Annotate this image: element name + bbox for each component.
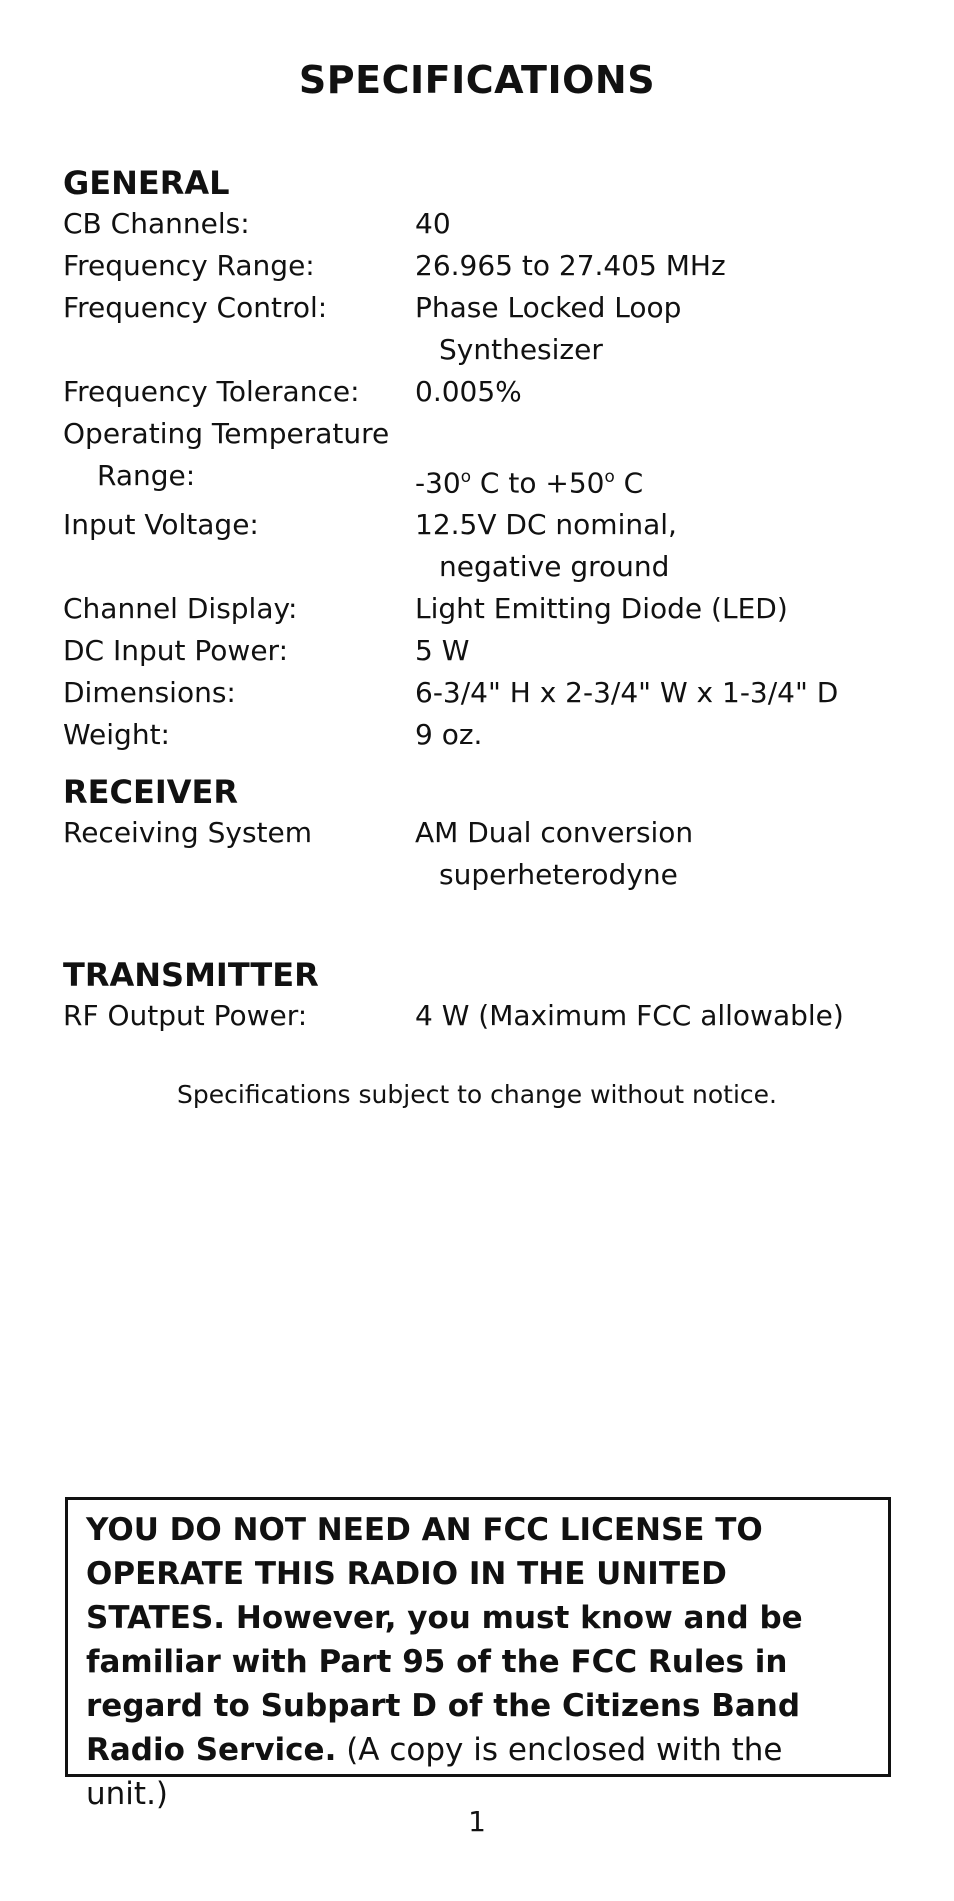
spec-label-line2: Range:	[97, 459, 196, 492]
page-number: 1	[468, 1805, 486, 1838]
temp-unit: C	[614, 466, 644, 500]
receiver-heading: RECEIVER	[63, 773, 239, 811]
spec-label-line1: Operating Temperature	[63, 417, 390, 450]
spec-row-dc-input-power	[63, 630, 903, 672]
spec-value: 6-3/4" H x 2-3/4" W x 1-3/4" D	[415, 676, 839, 710]
spec-row-channel-display	[63, 588, 903, 630]
spec-value-line1: Phase Locked Loop	[415, 291, 682, 324]
spec-value-line1: 12.5V DC nominal,	[415, 508, 677, 542]
spec-row-dimensions	[63, 672, 903, 714]
spec-row-weight	[63, 714, 903, 756]
spec-label: Frequency Tolerance:	[63, 375, 360, 408]
spec-value: Light Emitting Diode (LED)	[415, 592, 788, 626]
notice-bold-text: YOU DO NOT NEED AN FCC LICENSE TO OPERATE THIS RADIO IN THE UNITED STATES. However, you must know and be familiar with Part 95 of the FCC Rules in regard to Subpart D of the Citizens Band Radio Service.	[86, 1512, 803, 1768]
spec-value: 26.965 to 27.405 MHz	[415, 249, 726, 282]
spec-row-frequency-tolerance	[63, 371, 903, 413]
specifications-note: Specifications subject to change without notice.	[177, 1080, 777, 1109]
spec-value	[415, 287, 903, 371]
spec-value-line2: Synthesizer	[439, 333, 603, 366]
spec-value	[415, 504, 903, 588]
temp-mid: C to +50	[471, 466, 605, 500]
spec-label: Dimensions:	[63, 676, 236, 710]
transmitter-heading: TRANSMITTER	[63, 956, 319, 994]
spec-label: Frequency Control:	[63, 291, 328, 324]
spec-row-rf-output-power	[63, 995, 903, 1037]
spec-row-receiving-system	[63, 812, 903, 896]
degree-mark: o	[460, 466, 472, 486]
spec-value: 4 W (Maximum FCC allowable)	[415, 999, 844, 1032]
spec-row-input-voltage	[63, 504, 903, 588]
spec-value-line1: AM Dual conversion	[415, 816, 694, 849]
spec-row-frequency-control	[63, 287, 903, 371]
spec-value: 9 oz.	[415, 718, 483, 752]
general-section	[63, 163, 903, 756]
spec-value: 0.005%	[415, 375, 522, 408]
spec-label: Receiving System	[63, 816, 313, 849]
spec-value-line2: superheterodyne	[439, 858, 678, 891]
spec-value	[415, 812, 903, 896]
spec-label: CB Channels:	[63, 207, 250, 240]
spec-label: Channel Display:	[63, 592, 298, 626]
spec-label	[63, 413, 415, 504]
general-heading: GENERAL	[63, 164, 230, 202]
spec-value-line2: negative ground	[439, 550, 670, 584]
page-title: SPECIFICATIONS	[298, 58, 656, 102]
degree-mark: o	[604, 466, 615, 486]
fcc-license-notice	[65, 1497, 891, 1812]
notice-normal-text: (A copy is enclosed with the unit.)	[86, 1732, 783, 1812]
spec-value	[415, 413, 903, 504]
spec-label: Frequency Range:	[63, 249, 315, 282]
temp-low: -30	[415, 466, 461, 500]
spec-label: Input Voltage:	[63, 508, 259, 542]
spec-row-frequency-range	[63, 245, 903, 287]
spec-label: DC Input Power:	[63, 634, 289, 668]
spec-value: 40	[415, 207, 451, 240]
spec-label: Weight:	[63, 718, 170, 752]
spec-label: RF Output Power:	[63, 999, 308, 1032]
spec-value: 5 W	[415, 634, 470, 668]
spec-row-cb-channels	[63, 203, 903, 245]
spec-row-operating-temperature	[63, 413, 903, 504]
receiver-section	[63, 772, 903, 896]
transmitter-section	[63, 955, 903, 1037]
